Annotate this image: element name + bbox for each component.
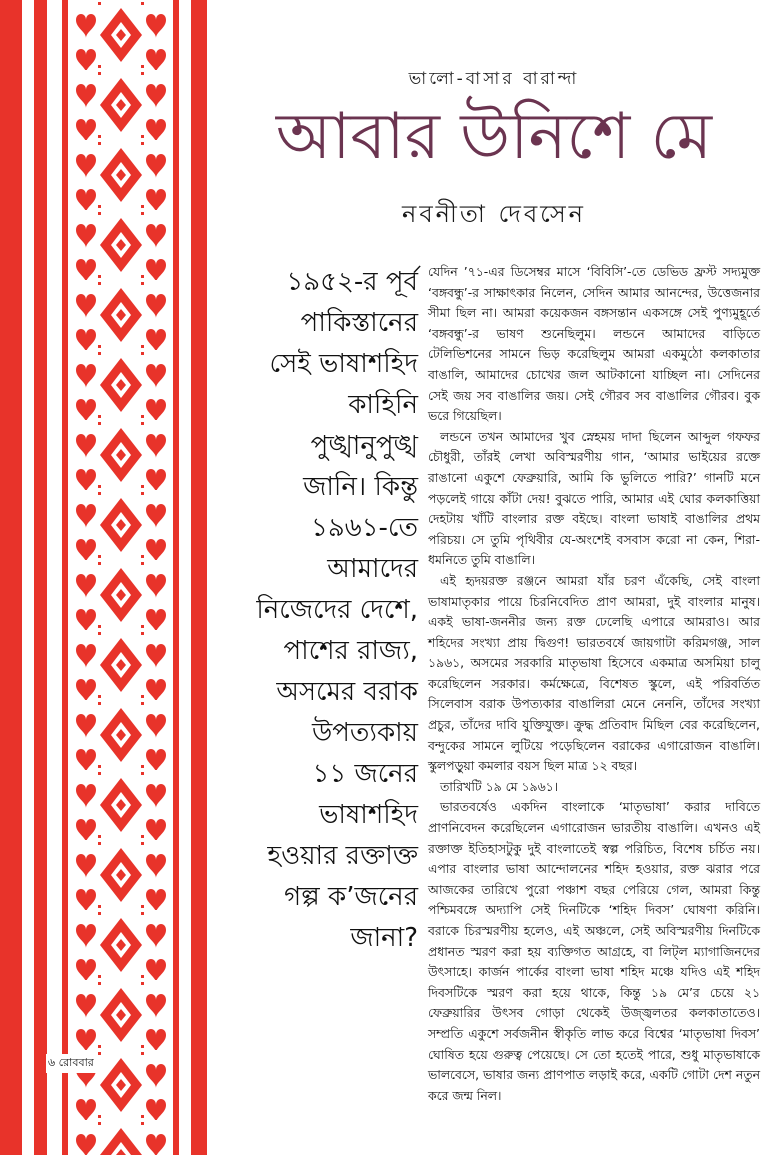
article-body xyxy=(428,262,760,1106)
pull-quote-line: হওয়ার রক্তাক্ত xyxy=(267,841,418,871)
decorative-border xyxy=(0,0,208,1155)
pull-quote-line: ভাষাশহিদ xyxy=(319,800,418,830)
body-paragraph: তারিখটি ১৯ মে ১৯৬১। xyxy=(440,778,559,794)
page-folio: ৬ রোববার xyxy=(46,1054,96,1073)
body-paragraph: যেদিন ’৭১-এর ডিসেম্বর মাসে ‘বিবিসি’-তে ডেভিড ফ্রস্ট সদ্যমুক্ত ‘বঙ্গবন্ধু’-র সাক্ষাৎকার নিলেন, সেদিন আমার আনন্দের, উত্তেজনার সীমা ছিল না। আমরা কয়েকজন বঙ্গসন্তান একসঙ্গে সেই পুণ্যমুহূর্তে ‘বঙ্গবন্ধু’-র ভাষণ শুনেছিলুম। লন্ডনে আমাদের বাড়িতে টেলিভিশনের সামনে ভিড় করেছিলুম আমরা একমুঠো কলকাতার বাঙালি, আমাদের চোখের জল আটকানো যাচ্ছিল না। সেদিনের সেই জয় সব বাঙালির জয়। সেই গৌরব সব বাঙালির গৌরব। বুক ভরে গিয়েছিল। xyxy=(428,264,760,424)
pull-quote-line: সেই ভাষাশহিদ xyxy=(269,349,418,379)
pull-quote-line: পুঙ্খানুপুঙ্খ xyxy=(310,431,418,461)
pull-quote-line: পাশের রাজ্য, xyxy=(283,636,418,666)
pull-quote-line: অসমের বরাক xyxy=(276,677,418,707)
pull-quote-line: কাহিনি xyxy=(348,390,418,420)
pull-quote-line: ১৯৬১-তে xyxy=(311,513,418,543)
pull-quote-line: পাকিস্তানের xyxy=(300,308,418,338)
pull-quote-line: ১১ জনের xyxy=(312,759,418,789)
pull-quote xyxy=(222,262,418,959)
pull-quote-line: আমাদের xyxy=(327,554,418,584)
border-stripe xyxy=(62,0,68,1155)
border-stripe xyxy=(0,0,22,1155)
heart-diamond-pattern xyxy=(72,0,170,1155)
border-stripe xyxy=(34,0,47,1155)
article-title: আবার উনিশে মে xyxy=(275,100,713,174)
pull-quote-line: ১৯৫২-র পূর্ব xyxy=(286,267,418,297)
pull-quote-line: জানা? xyxy=(350,923,418,953)
border-stripe xyxy=(191,0,207,1155)
border-stripe xyxy=(173,0,179,1155)
body-paragraph: এই হৃদয়রক্ত রঞ্জনে আমরা যাঁর চরণ এঁকেছি, সেই বাংলা ভাষামাতৃকার পায়ে চিরনিবেদিত প্রাণ আমরা, দুই বাংলার মানুষ। একই ভাষা-জননীর জন্য রক্ত ঢেলেছি এপারে আমরাও। আর শহিদের সংখ্যা প্রায় দ্বিগুণ! ভারতবর্ষে জায়গাটা করিমগঞ্জ, সাল ১৯৬১, অসমের সরকারি মাতৃভাষা হিসেবে একমাত্র অসমিয়া চালু করেছিলেন সরকার। কর্মক্ষেত্রে, বিশেষত স্কুলে, এই পরিবর্তিত সিলেবাস বরাক উপত্যকার বাঙালিরা মেনে নেননি, তাঁদের সংখ্যা প্রচুর, তাঁদের দাবি যুক্তিযুক্ত। ক্রুদ্ধ প্রতিবাদ মিছিল বের করেছিলেন, বন্দুকের সামনে লুটিয়ে পড়েছিলেন বরাকের এগারোজন বাঙালি। স্কুলপড়ুয়া কমলার বয়স ছিল মাত্র ১২ বছর। xyxy=(428,572,760,774)
pull-quote-line: উপত্যকায় xyxy=(312,718,418,748)
author-byline: নবনীতা দেবসেন xyxy=(402,200,586,228)
pull-quote-line: নিজেদের দেশে, xyxy=(256,595,418,625)
pull-quote-line: জানি। কিন্তু xyxy=(303,472,418,502)
body-paragraph: ভারতবর্ষেও একদিন বাংলাকে ‘মাতৃভাষা’ করার দাবিতে প্রাণনিবেদন করেছিলেন এগারোজন ভারতীয় বাঙালি। এখনও এই রক্তাক্ত ইতিহাসটুকু দুই বাংলাতেই স্বল্প পরিচিত, বিশেষ চর্চিত নয়। এপার বাংলার ভাষা আন্দোলনের শহিদ হওয়ার, রক্ত ঝরার পরে আজকের তারিখে পুরো পঞ্চাশ বছর পেরিয়ে গেল, আমরা কিন্তু পশ্চিমবঙ্গে অদ্যাপি সেই দিনটিকে ‘শহিদ দিবস’ ঘোষণা করিনি। বরাকে চিরস্মরণীয় হলেও, এই অঞ্চলে, সেই অবিস্মরণীয় দিনটিকে প্রধানত স্মরণ করা হয় ব্যক্তিগত আগ্রহে, বা লিট্‌ল ম্যাগাজিনদের উৎসাহে। কার্জন পার্কের বাংলা ভাষা শহিদ মঞ্চে যদিও এই শহিদ দিবসটিকে স্মরণ করা হয়ে থাকে, কিন্তু ১৯ মে’র চেয়ে ২১ ফেব্রুয়ারির উৎসব গোড়া থেকেই উজ্জ্বলতর কলকাতাতেও। সম্প্রতি একুশে সর্বজনীন স্বীকৃতি লাভ করে বিশ্বের ‘মাতৃভাষা দিবস’ ঘোষিত হয়ে গুরুত্ব পেয়েছে। সে তো হতেই পারে, শুধু মাতৃভাষাকে ভালবেসে, ভাষার জন্য প্রাণপাত লড়াই করে, একটি গোটা দেশ নতুন করে জন্ম নিল। xyxy=(428,799,760,1103)
column-kicker: ভালো-বাসার বারান্দা xyxy=(408,69,580,89)
pull-quote-line: গল্প ক’জনের xyxy=(284,882,418,912)
body-paragraph: লন্ডনে তখন আমাদের খুব স্নেহময় দাদা ছিলেন আব্দুল গফফর চৌধুরী, তাঁরই লেখা অবিস্মরণীয় গান, ‘আমার ভাইয়ের রক্তে রাঙানো একুশে ফেব্রুয়ারি, আমি কি ভুলিতে পারি?’ গানটি মনে পড়লেই গায়ে কাঁটা দেয়! বুঝতে পারি, আমার এই ঘোর কলকাত্তিয়া দেহটায় খাঁটি বাংলার রক্ত বইছে। বাংলা ভাষাই বাঙালির প্রথম পরিচয়। সে তুমি পৃথিবীর যে-অংশেই বসবাস করো না কেন, শিরা-ধমনিতে তুমি বাঙালি। xyxy=(428,428,760,568)
